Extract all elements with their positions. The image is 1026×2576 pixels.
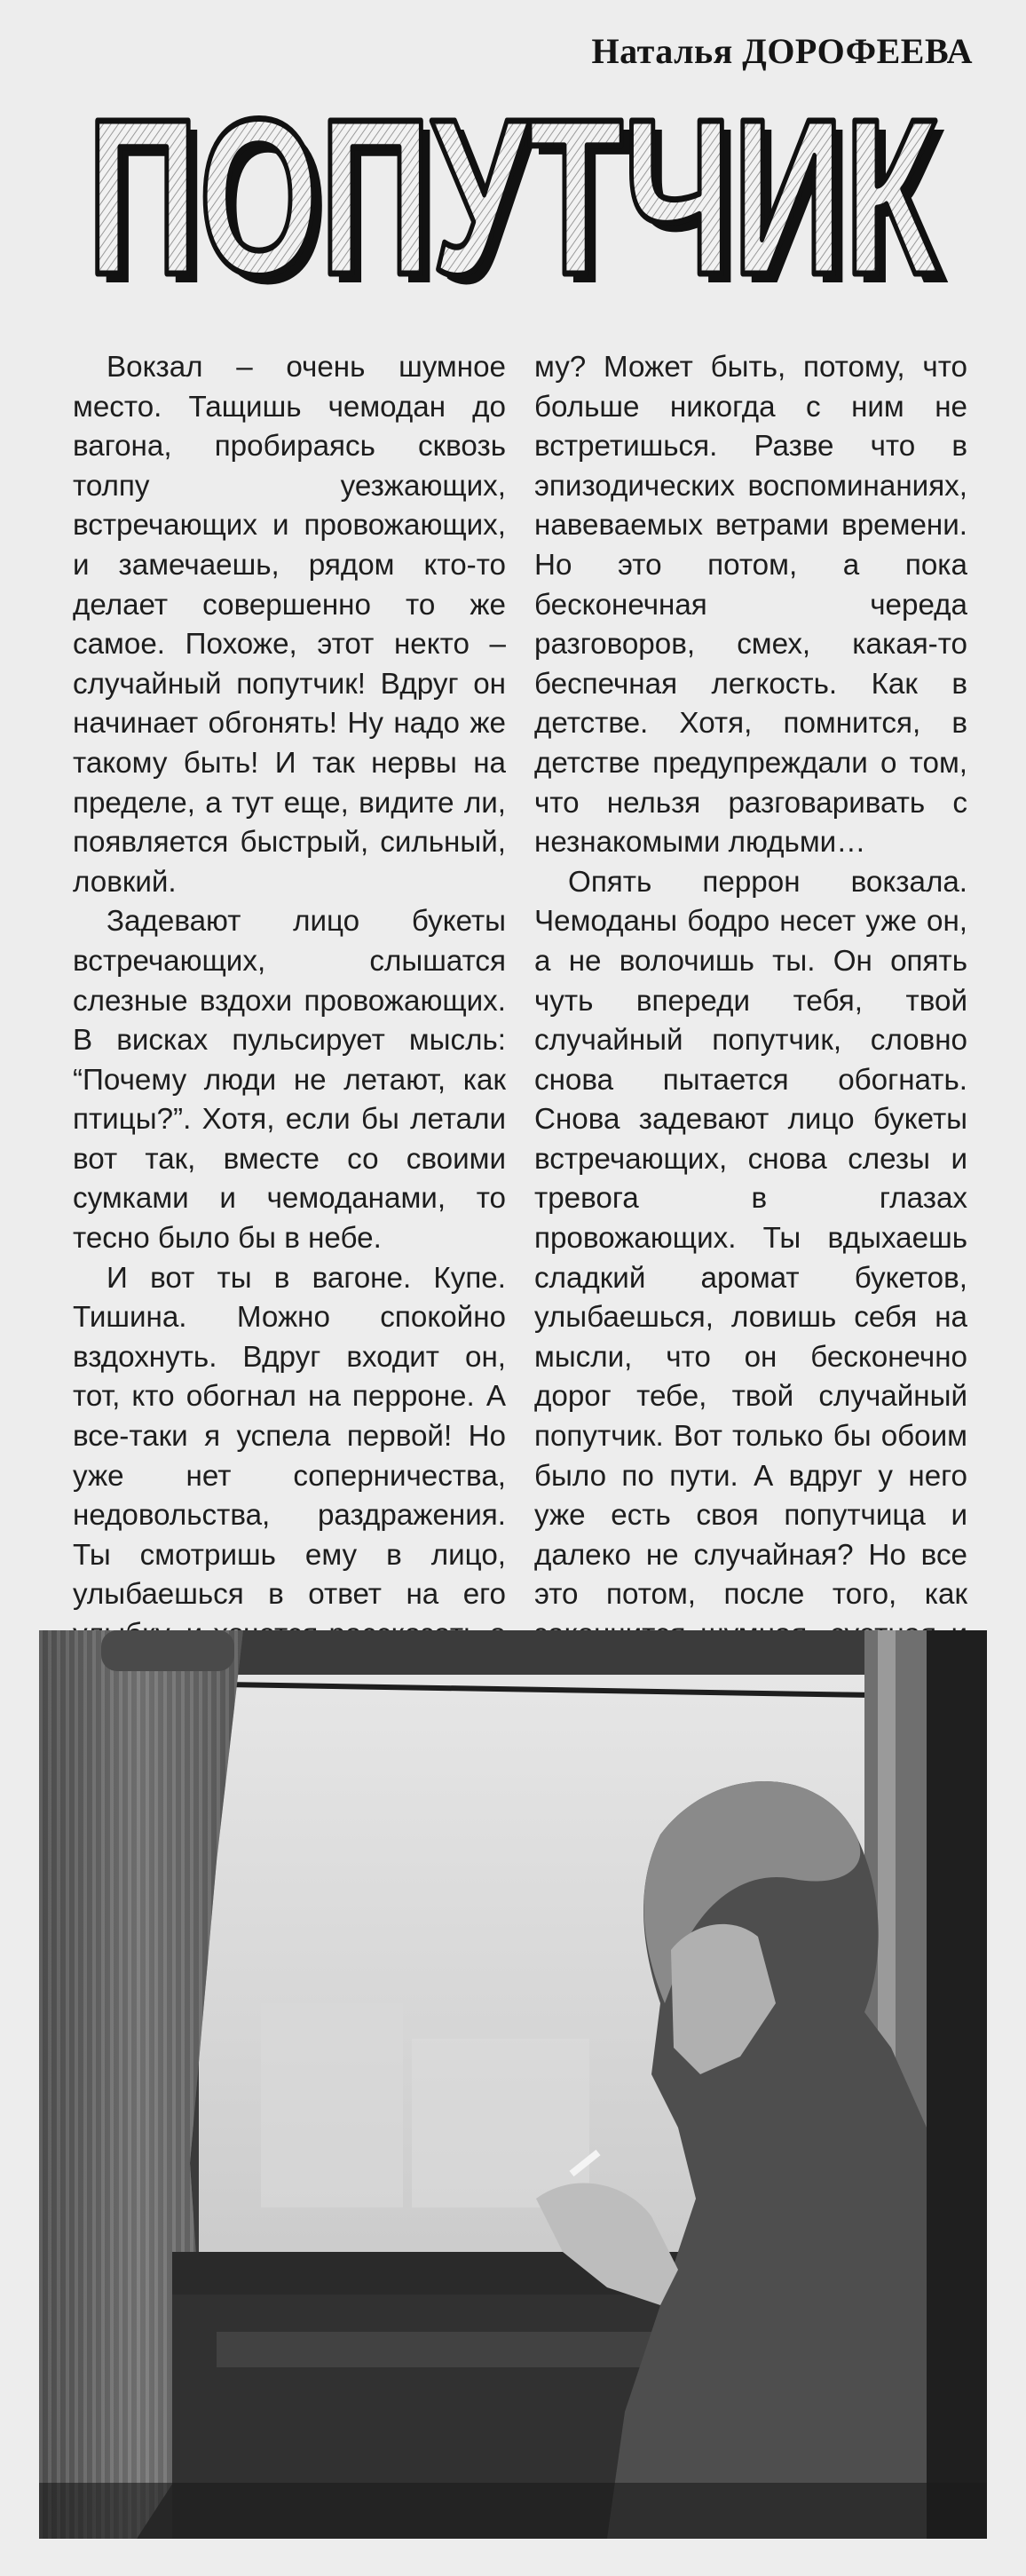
train-window-photo: [39, 1630, 987, 2539]
paragraph: Вокзал – очень шумное место. Тащишь чемодан до вагона, пробираясь сквозь толпу уезжающих, встречающих и провожающих, и замечаешь, рядом кто-то делает совершенно то же самое. Похоже, этот некто – случайный попутчик! Вдруг он начинает обгонять! Ну надо же такому быть! И так нервы на пределе, а тут еще, видите ли, появляется быстрый, сильный, ловкий.: [73, 351, 506, 899]
author-byline: Наталья ДОРОФЕЕВА: [591, 31, 973, 71]
headline-shadow: ПОПУТЧИК: [96, 82, 949, 329]
headline-graphic: [69, 73, 957, 329]
headline: [69, 73, 957, 329]
article-photo: [39, 1630, 987, 2539]
paragraph: Задевают лицо букеты встречающих, слышатся слезные вздохи провожающих. В висках пульсирует мысль: “Почему люди не летают, как птицы?”. Хотя, если бы летали вот так, вместе со своими сумками и чемоданами, то тесно было бы в небе.: [73, 905, 506, 1256]
paragraph: Опять перрон вокзала. Чемоданы бодро несет уже он, а не волочишь ты. Он опять чуть впереди тебя, твой случайный попутчик, словно снова пытается обогнать. Снова задевают лицо букеты встречающих, снова слезы и тревога в глазах провожающих. Ты вдыхаешь сладкий аромат букетов, улыбаешься, ловишь себя на мысли, что он бесконечно дорог тебе, твой случайный попутчик. Вот только бы обоим было по пути. А вдруг у него уже есть своя попутчица и далеко не случайная? Но все это потом, после того, как: [534, 865, 967, 1612]
column-left: [73, 348, 506, 1694]
paragraph: И вот ты в вагоне. Купе. Тишина. Можно спокойно вздохнуть. Вдруг входит он, тот, кто обогнал на перроне. А все-таки я успела первой! Но уже нет соперничества, недовольства, раздражения. Ты смотришь ему в лицо, улыбаешься в ответ на его: [73, 1261, 506, 1612]
article-body: [73, 348, 983, 1629]
headline-text: ПОПУТЧИК: [87, 73, 940, 321]
paragraph: му? Может быть, потому, что больше никогда с ним не встретишься. Разве что в эпизодических воспоминаниях, навеваемых ветрами времени. Но это потом, а пока бесконечная череда разговоров, смех, какая-то беспечная легкость. Как в детстве. Хотя, помнится, в детстве предупреждали о том, что нельзя разговаривать с незнакомыми людьми…: [534, 351, 967, 860]
column-right: [534, 348, 967, 1734]
